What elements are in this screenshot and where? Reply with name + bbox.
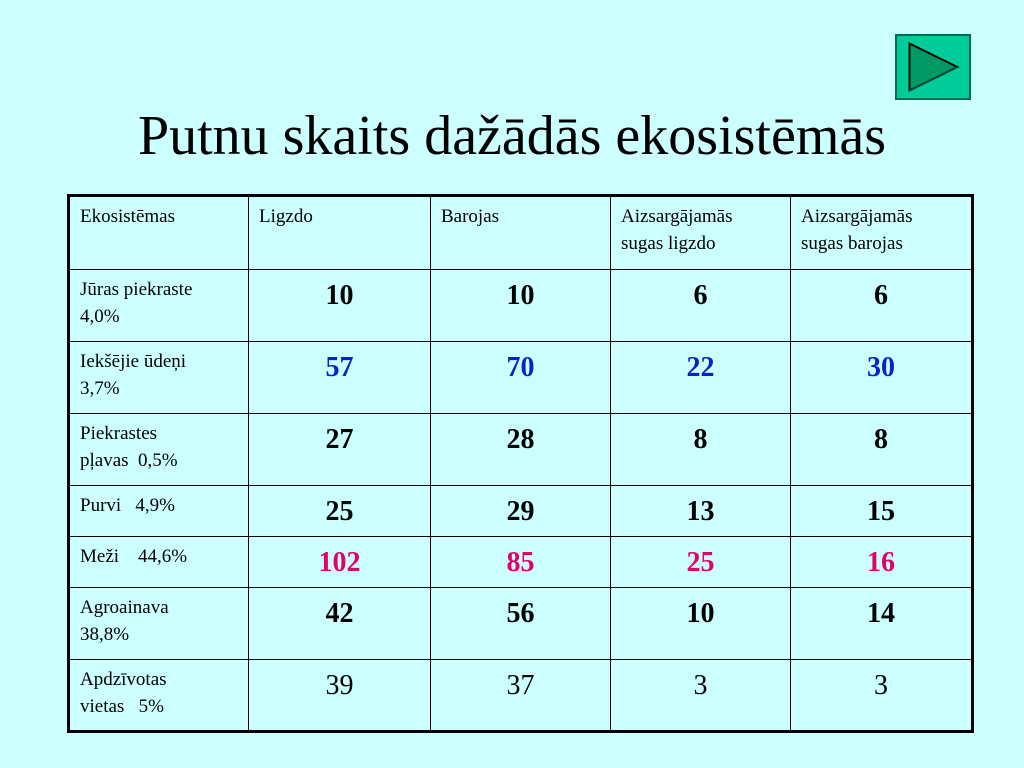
header-protected-nesting: Aizsargājamās sugas ligzdo (611, 196, 791, 270)
value-cell: 15 (791, 486, 973, 537)
table-row (69, 660, 973, 732)
header-ecosystems: Ekosistēmas (69, 196, 249, 270)
ecosystem-label: Agroainava 38,8% (69, 588, 249, 660)
value-cell: 8 (611, 414, 791, 486)
next-slide-button[interactable] (895, 34, 971, 100)
value-cell: 30 (791, 342, 973, 414)
play-triangle-icon (897, 36, 969, 98)
value-cell: 8 (791, 414, 973, 486)
value-cell: 85 (431, 537, 611, 588)
value-cell: 28 (431, 414, 611, 486)
value-cell: 25 (611, 537, 791, 588)
table-row (69, 486, 973, 537)
value-cell: 22 (611, 342, 791, 414)
table-header-row (69, 196, 973, 270)
value-cell: 37 (431, 660, 611, 732)
header-protected-feeding: Aizsargājamās sugas barojas (791, 196, 973, 270)
slide-title: Putnu skaits dažādās ekosistēmās (137, 105, 887, 167)
value-cell: 10 (611, 588, 791, 660)
value-cell: 13 (611, 486, 791, 537)
ecosystem-label: Purvi 4,9% (69, 486, 249, 537)
bird-count-table (67, 194, 974, 733)
table-row (69, 588, 973, 660)
value-cell: 10 (431, 270, 611, 342)
value-cell: 102 (249, 537, 431, 588)
ecosystem-label: Jūras piekraste 4,0% (69, 270, 249, 342)
ecosystem-label: Piekrastes pļavas 0,5% (69, 414, 249, 486)
header-nesting: Ligzdo (249, 196, 431, 270)
ecosystem-label: Meži 44,6% (69, 537, 249, 588)
table-row (69, 342, 973, 414)
value-cell: 10 (249, 270, 431, 342)
value-cell: 42 (249, 588, 431, 660)
ecosystem-label: Apdzīvotas vietas 5% (69, 660, 249, 732)
value-cell: 3 (791, 660, 973, 732)
value-cell: 3 (611, 660, 791, 732)
value-cell: 14 (791, 588, 973, 660)
value-cell: 29 (431, 486, 611, 537)
table-row (69, 270, 973, 342)
ecosystem-label: Iekšējie ūdeņi 3,7% (69, 342, 249, 414)
value-cell: 25 (249, 486, 431, 537)
value-cell: 27 (249, 414, 431, 486)
header-feeding: Barojas (431, 196, 611, 270)
value-cell: 16 (791, 537, 973, 588)
value-cell: 39 (249, 660, 431, 732)
value-cell: 6 (791, 270, 973, 342)
value-cell: 56 (431, 588, 611, 660)
value-cell: 57 (249, 342, 431, 414)
value-cell: 6 (611, 270, 791, 342)
table-row (69, 537, 973, 588)
value-cell: 70 (431, 342, 611, 414)
table-row (69, 414, 973, 486)
